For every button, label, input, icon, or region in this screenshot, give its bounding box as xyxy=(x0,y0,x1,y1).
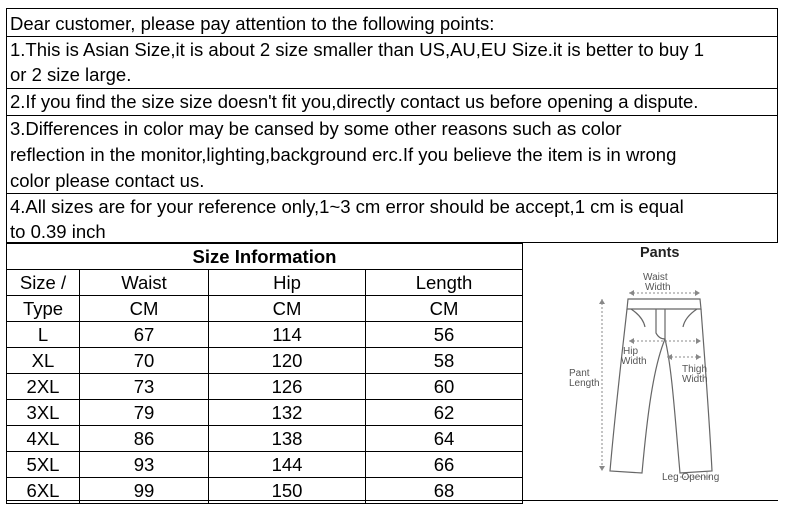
cell-size: L xyxy=(7,322,80,348)
hip-label-1: Hip xyxy=(623,346,639,357)
leg-opening-label: Leg Opening xyxy=(662,472,720,483)
unit-hip: CM xyxy=(209,296,366,322)
cell-hip: 114 xyxy=(209,322,366,348)
thigh-label-2: Width xyxy=(682,374,708,385)
cell-hip: 132 xyxy=(209,400,366,426)
table-title: Size Information xyxy=(7,244,523,270)
table-unit-row xyxy=(7,296,523,322)
cell-length: 62 xyxy=(366,400,523,426)
table-row xyxy=(7,374,523,400)
table-row xyxy=(7,322,523,348)
header-size: Size / xyxy=(7,270,80,296)
notice-line: color please contact us. xyxy=(10,170,205,191)
notice-box xyxy=(6,8,778,243)
cell-length: 64 xyxy=(366,426,523,452)
waist-label-1: Waist xyxy=(643,272,668,283)
notice-line: Dear customer, please pay attention to the following points: xyxy=(10,13,495,34)
cell-size: 4XL xyxy=(7,426,80,452)
notice-line: to 0.39 inch xyxy=(10,221,106,242)
cell-waist: 99 xyxy=(80,478,209,504)
header-waist: Waist xyxy=(80,270,209,296)
cell-hip: 144 xyxy=(209,452,366,478)
table-row xyxy=(7,400,523,426)
pants-title: Pants xyxy=(640,245,680,261)
table-row xyxy=(7,452,523,478)
cell-length: 66 xyxy=(366,452,523,478)
cell-hip: 138 xyxy=(209,426,366,452)
cell-waist: 86 xyxy=(80,426,209,452)
unit-waist: CM xyxy=(80,296,209,322)
cell-size: 2XL xyxy=(7,374,80,400)
divider xyxy=(6,500,778,501)
cell-length: 68 xyxy=(366,478,523,504)
notice-line: 2.If you find the size size doesn't fit you,directly contact us before opening a dispute. xyxy=(10,91,699,112)
waist-label-2: Width xyxy=(645,282,671,293)
notice-line: 4.All sizes are for your reference only,1~3 cm error should be accept,1 cm is equal xyxy=(10,196,684,217)
pant-length-label-2: Length xyxy=(569,378,600,389)
cell-length: 56 xyxy=(366,322,523,348)
notice-line: or 2 size large. xyxy=(10,64,132,85)
header-hip: Hip xyxy=(209,270,366,296)
cell-waist: 70 xyxy=(80,348,209,374)
cell-length: 60 xyxy=(366,374,523,400)
cell-waist: 79 xyxy=(80,400,209,426)
cell-hip: 126 xyxy=(209,374,366,400)
table-header-row xyxy=(7,270,523,296)
table-row xyxy=(7,426,523,452)
cell-waist: 93 xyxy=(80,452,209,478)
unit-length: CM xyxy=(366,296,523,322)
cell-waist: 73 xyxy=(80,374,209,400)
table-row xyxy=(7,348,523,374)
notice-line: 1.This is Asian Size,it is about 2 size smaller than US,AU,EU Size.it is better to buy 1 xyxy=(10,39,705,60)
cell-size: 3XL xyxy=(7,400,80,426)
pant-length-label-1: Pant xyxy=(569,368,590,379)
cell-size: 5XL xyxy=(7,452,80,478)
cell-waist: 67 xyxy=(80,322,209,348)
cell-hip: 150 xyxy=(209,478,366,504)
hip-label-2: Width xyxy=(621,356,647,367)
header-length: Length xyxy=(366,270,523,296)
notice-line: 3.Differences in color may be cansed by some other reasons such as color xyxy=(10,118,622,139)
pants-diagram xyxy=(555,243,778,493)
table-title-row xyxy=(7,244,523,270)
thigh-label-1: Thigh xyxy=(682,364,708,375)
size-table xyxy=(6,243,523,504)
unit-type: Type xyxy=(7,296,80,322)
notice-line: reflection in the monitor,lighting,background erc.If you believe the item is in wrong xyxy=(10,144,677,165)
cell-size: XL xyxy=(7,348,80,374)
cell-hip: 120 xyxy=(209,348,366,374)
cell-length: 58 xyxy=(366,348,523,374)
cell-size: 6XL xyxy=(7,478,80,504)
